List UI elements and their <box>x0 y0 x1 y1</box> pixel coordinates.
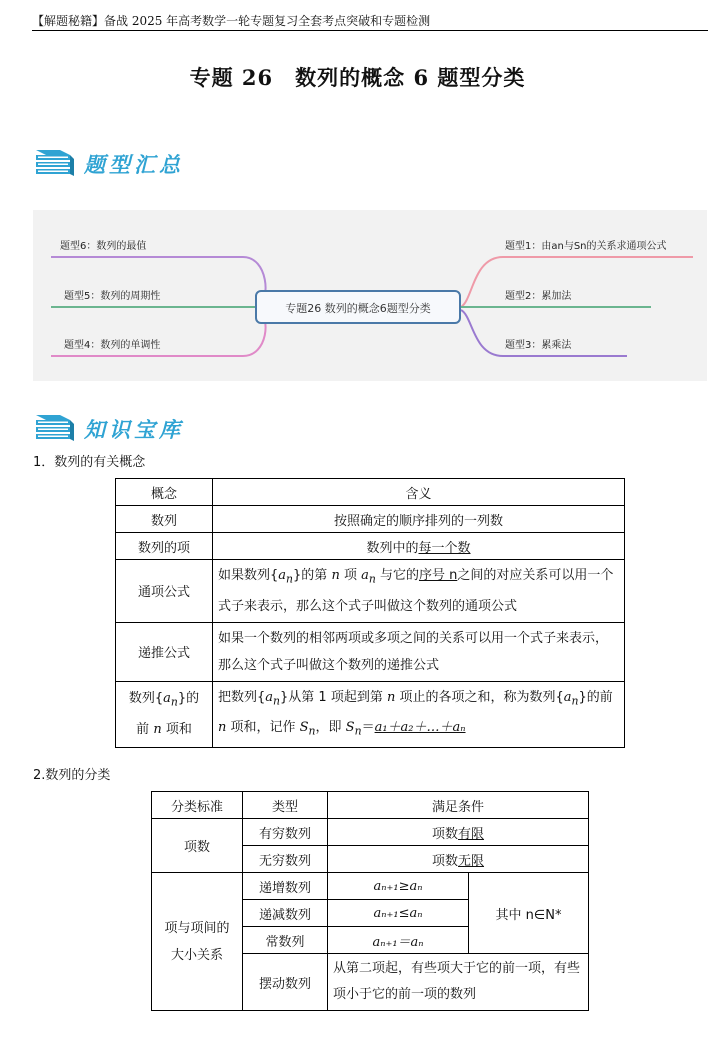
meaning-cell: 把数列$\{a_n\}$从第 1 项起到第 n 项止的各项之和，称为数列$\{a_n\}$的前 n 项和，记作 $S_n$，即 $S_n=a_1+a_2+\dots+a_n$ <box>213 681 625 747</box>
mindmap-item-right-3: 题型3：累乘法 <box>505 340 572 351</box>
condition-cell: 从第二项起，有些项大于它的前一项，有些项小于它的前一项的数列 <box>328 954 589 1011</box>
page-header: 【解题秘籍】备战 2025 年高考数学一轮专题复习全套考点突破和专题检测 <box>32 12 708 31</box>
table-row <box>116 622 625 681</box>
table-row <box>116 560 625 623</box>
table-row <box>152 873 589 900</box>
mindmap-item-right-1: 题型1：由an与Sn的关系求通项公式 <box>505 241 667 252</box>
concept-cell: 递推公式 <box>116 622 213 681</box>
concept-cell: 数列 <box>116 506 213 533</box>
type-cell: 常数列 <box>243 927 328 954</box>
table-row <box>116 533 625 560</box>
group-cell: 项与项间的 大小关系 <box>152 873 243 1011</box>
table-row <box>116 681 625 747</box>
header-cell: 分类标准 <box>152 792 243 819</box>
mind-map <box>33 210 707 381</box>
type-cell: 摆动数列 <box>243 954 328 1011</box>
type-cell: 递增数列 <box>243 873 328 900</box>
books-icon <box>34 411 76 447</box>
concept-cell: 数列的项 <box>116 533 213 560</box>
meaning-cell: 如果一个数列的相邻两项或多项之间的关系可以用一个式子来表示，那么这个式子叫做这个数列的递推公式 <box>213 622 625 681</box>
table-row <box>116 506 625 533</box>
condition-cell: 项数无限 <box>328 846 589 873</box>
note-cell: 其中 n∈N* <box>469 873 589 954</box>
condition-cell: aₙ₊₁＝aₙ <box>328 927 469 954</box>
condition-cell: 项数有限 <box>328 819 589 846</box>
heading-sequence-classification: 2.数列的分类 <box>33 768 111 783</box>
condition-cell: aₙ₊₁≥aₙ <box>328 873 469 900</box>
concept-cell: 数列$\{a_n\}$的 前 n 项和 <box>116 681 213 747</box>
section-heading-knowledge <box>34 411 184 447</box>
meaning-cell: 数列中的每一个数 <box>213 533 625 560</box>
section-heading-summary <box>34 146 184 182</box>
group-cell: 项数 <box>152 819 243 873</box>
header-cell: 概念 <box>116 479 213 506</box>
table-row <box>152 819 589 846</box>
section-label: 题型汇总 <box>84 152 184 177</box>
header-cell: 类型 <box>243 792 328 819</box>
table-header-row <box>116 479 625 506</box>
meaning-cell: 如果数列$\{a_n\}$的第 n 项 $a_n$ 与它的序号 n之间的对应关系可以用一个式子来表示，那么这个式子叫做这个数列的通项公式 <box>213 560 625 623</box>
mindmap-item-left-1: 题型6：数列的最值 <box>60 241 147 252</box>
classification-table <box>151 791 589 1011</box>
condition-cell: aₙ₊₁≤aₙ <box>328 900 469 927</box>
header-cell: 含义 <box>213 479 625 506</box>
type-cell: 无穷数列 <box>243 846 328 873</box>
header-cell: 满足条件 <box>328 792 589 819</box>
mindmap-item-left-2: 题型5：数列的周期性 <box>64 291 161 302</box>
mindmap-center-node: 专题26 数列的概念6题型分类 <box>255 290 461 324</box>
table-header-row <box>152 792 589 819</box>
concept-cell: 通项公式 <box>116 560 213 623</box>
section-label: 知识宝库 <box>84 417 184 442</box>
type-cell: 有穷数列 <box>243 819 328 846</box>
mindmap-item-left-3: 题型4：数列的单调性 <box>64 340 161 351</box>
heading-sequence-concepts: 1．数列的有关概念 <box>33 455 146 470</box>
concepts-table <box>115 478 625 748</box>
meaning-cell: 按照确定的顺序排列的一列数 <box>213 506 625 533</box>
mindmap-item-right-2: 题型2：累加法 <box>505 291 572 302</box>
page-title: 专题 26 数列的概念 6 题型分类 <box>189 65 526 90</box>
type-cell: 递减数列 <box>243 900 328 927</box>
books-icon <box>34 146 76 182</box>
